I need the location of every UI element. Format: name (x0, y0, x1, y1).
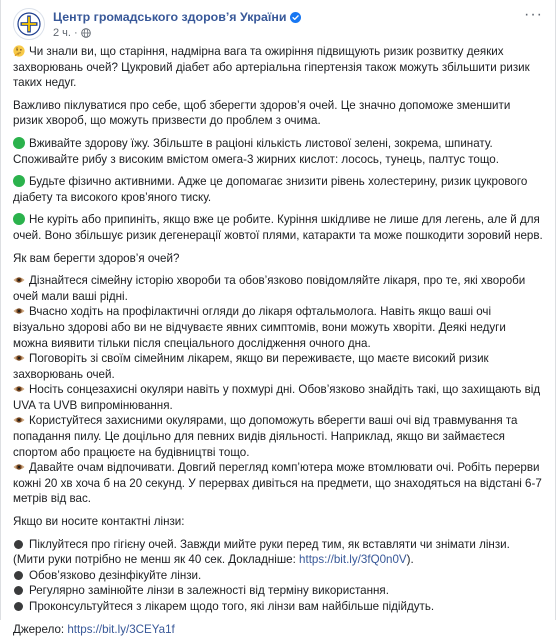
more-options-button[interactable]: ··· (524, 6, 543, 23)
post-header (1, 0, 555, 44)
green-circle-icon (13, 175, 25, 187)
source-link[interactable]: https://bit.ly/3CEYa1f (67, 622, 175, 636)
lens-item (13, 583, 543, 599)
source-label: Джерело: (13, 622, 68, 636)
green-item-text: Не куріть або припиніть, якщо вже це робите. Куріння шкідливе не лише для легень, але й для очей. Воно збільшує ризик дегенерації жовтої плями, катаракти та може пошкодити зоровий нерв. (13, 213, 543, 242)
lens-item-text: Регулярно замінюйте лінзи в залежності від терміну використання. (29, 584, 389, 598)
eye-icon (13, 461, 25, 473)
post-sub-line (53, 26, 301, 40)
question-heading: Як вам берегти здоров’я очей? (13, 251, 180, 265)
eye-item (13, 413, 543, 460)
intro-text: Чи знали ви, що старіння, надмірна вага та ожиріння підвищують ризик розвитку деяких захворювань очей? Цукровий діабет або артеріальна гіпертензія також можуть збільшити ризик таких недуг. (13, 45, 530, 90)
intro-paragraph (13, 44, 543, 91)
eye-item (13, 351, 543, 382)
black-circle-icon (14, 540, 23, 549)
lens-item-text: Піклуйтеся про гігієну очей. Завжди мийте руки перед тим, як вставляти чи знімати лінзи. (Мити руки потрібно не менш як 40 сек. Докладніше: (13, 537, 510, 567)
separator-dot: · (73, 27, 78, 39)
lens-item-text: Проконсультуйтеся з лікарем щодо того, які лінзи вам найбільше підійдуть. (29, 600, 435, 613)
black-circle-icon (14, 571, 23, 580)
eye-item (13, 460, 543, 507)
phc-logo-icon (17, 12, 41, 36)
lens-item (13, 537, 543, 568)
black-circle-icon (14, 586, 23, 595)
eye-icon (13, 352, 25, 364)
eye-icon (13, 414, 25, 426)
eye-item (13, 382, 543, 413)
verified-badge-icon (290, 12, 301, 23)
eye-icon (13, 305, 25, 317)
green-circle-icon (13, 137, 25, 149)
eye-item-text: Вчасно ходіть на профілактичні огляди до лікаря офтальмолога. Навіть якщо ваші очі візуально здорові або ви не відчуваєте явних симптомів, вони можуть хворіти. Деякі недуги можна виявити тільки після спеціального дослідження очного дна. (13, 305, 506, 350)
lens-item (13, 599, 543, 615)
lens-heading: Якщо ви носите контактні лінзи: (13, 515, 185, 529)
eye-item (13, 273, 543, 304)
care-paragraph: Важливо піклуватися про себе, щоб зберегти здоров’я очей. Це значно допоможе зменшити ризик хвороб, що можуть призвести до проблем з очима. (13, 98, 511, 128)
eye-item (13, 304, 543, 351)
page-name-line (53, 9, 301, 25)
black-circle-icon (14, 602, 23, 611)
green-item-text: Вживайте здорову їжу. Збільште в раціоні кількість листової зелені, зокрема, шпинату. Споживайте рибу з високим вмістом омега-3 жирних кислот: лосось, тунець, палтус тощо. (13, 136, 499, 166)
eye-item-text: Дізнайтеся сімейну історію хвороби та обов’язково повідомляйте лікаря, про те, які хвороби очей мали ваші рідні. (13, 274, 526, 303)
post-body (1, 44, 555, 637)
source-line (13, 622, 543, 637)
page-avatar[interactable] (13, 8, 45, 40)
green-item (13, 174, 543, 205)
green-item (13, 212, 543, 243)
hygiene-link[interactable]: https://bit.ly/3fQ0n0V (299, 553, 407, 567)
eye-icon (13, 274, 25, 286)
green-circle-icon (13, 213, 25, 225)
lens-item (13, 568, 543, 584)
green-item-text: Будьте фізично активними. Адже це допомагає знизити рівень холестерину, ризик цукрового діабету та високого кров’яного тиску. (13, 175, 528, 204)
thinking-face-icon (13, 45, 25, 57)
eye-item-text: Користуйтеся захисними окулярами, що допоможуть вберегти ваші очі від травмування та попадання пилу. Це доцільно для певних видів діяльності. Наприклад, якщо ви займаєтеся спортом або працюєте на будівництві тощо. (13, 414, 518, 459)
lens-item-text: Обов’язково дезінфікуйте лінзи. (29, 568, 202, 582)
eye-item-text: Давайте очам відпочивати. Довгий перегляд комп’ютера може втомлювати очі. Робіть перерви кожні 20 хв хоча б на 20 секунд. У перервах дивіться на предмети, що знаходяться на відстані 6-7 метрів від вас. (13, 461, 542, 506)
globe-icon[interactable] (81, 28, 91, 38)
post-meta (53, 8, 301, 40)
lens-item-tail: ). (406, 553, 414, 567)
eye-item-text: Носіть сонцезахисні окуляри навіть у похмурі дні. Обов’язково знайдіть такі, що захищають від UVA та UVB випромінювання. (13, 383, 541, 412)
post-timestamp[interactable]: 2 ч. (53, 27, 71, 39)
eye-item-text: Поговоріть зі своїм сімейним лікарем, якщо ви переживаєте, що маєте високий ризик захворювань очей. (13, 352, 489, 381)
green-item (13, 136, 543, 167)
eye-icon (13, 383, 25, 395)
page-name-link[interactable]: Центр громадського здоров’я України (53, 10, 287, 24)
